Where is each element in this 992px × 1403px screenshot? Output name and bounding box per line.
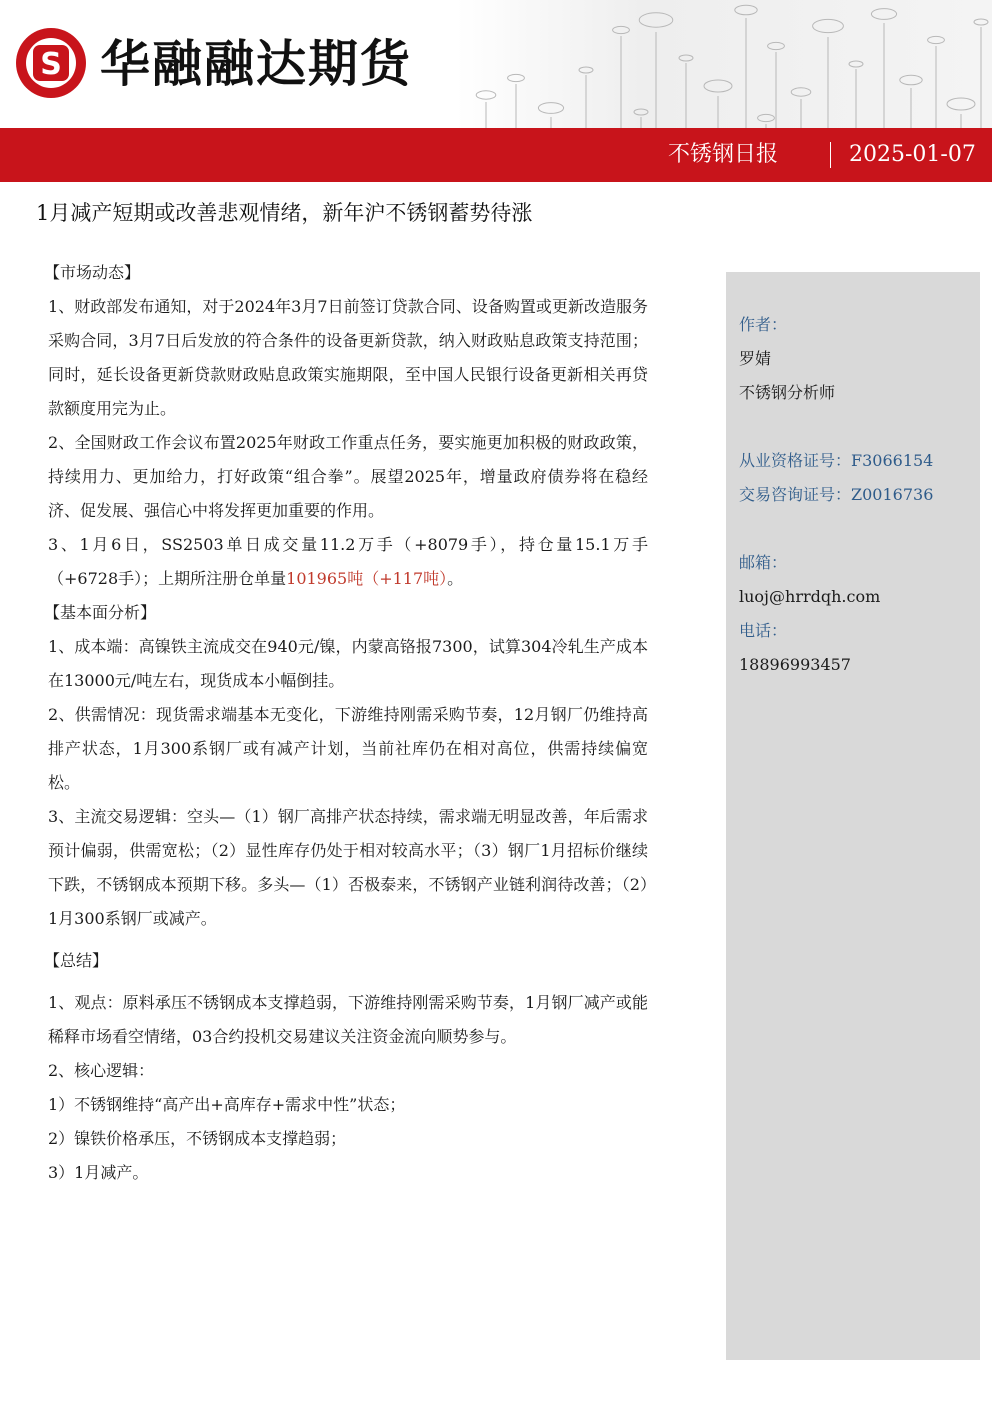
market-item-3-text: 3、1月6日，SS2503单日成交量11.2万手（+8079手），持仓量15.1万手（+6728手）；上期所注册仓单量 xyxy=(48,535,648,588)
report-header xyxy=(0,0,992,182)
summary-item-2: 2、核心逻辑： xyxy=(48,1061,155,1080)
fundamental-section-title: 【基本面分析】 xyxy=(44,603,157,622)
phone-label: 电话： xyxy=(739,621,788,640)
band-divider xyxy=(830,142,831,168)
summary-item-5: 3）1月减产。 xyxy=(48,1163,149,1182)
market-section-title: 【市场动态】 xyxy=(44,263,141,282)
fundamental-item-2: 2、供需情况：现货需求端基本无变化，下游维持刚需采购节奏，12月钢厂仍维持高排产状态，1月300系钢厂或有减产计划，当前社库仍在相对高位，供需持续偏宽松。 xyxy=(48,705,648,792)
phone-number: 18896993457 xyxy=(739,655,851,674)
fundamental-item-1: 1、成本端：高镍铁主流成交在940元/镍，内蒙高铬报7300，试算304冷轧生产成本在13000元/吨左右，现货成本小幅倒挂。 xyxy=(48,637,648,690)
market-item-1: 1、财政部发布通知，对于2024年3月7日前签订贷款合同、设备购置或更新改造服务采购合同，3月7日后发放的符合条件的设备更新贷款，纳入财政贴息政策支持范围；同时，延长设备更新贷款财政贴息政策实施期限，至中国人民银行设备更新相关再贷款额度用完为止。 xyxy=(48,297,648,418)
email-label: 邮箱： xyxy=(739,553,788,572)
market-item-2: 2、全国财政工作会议布置2025年财政工作重点任务，要实施更加积极的财政政策，持续用力、更加给力，打好政策“组合拳”。展望2025年，增量政府债券将在稳经济、促发展、强信心中将发挥更加重要的作用。 xyxy=(48,433,648,520)
summary-section-title: 【总结】 xyxy=(44,951,109,970)
email-address[interactable]: luoj@hrrdqh.com xyxy=(739,587,881,606)
author-title: 不锈钢分析师 xyxy=(739,383,836,402)
report-body xyxy=(44,256,648,1190)
author-sidebar xyxy=(726,272,980,1360)
warehouse-receipt-highlight: 101965吨（+117吨） xyxy=(286,569,448,588)
logo-letter: S xyxy=(40,47,62,82)
summary-item-1: 1、观点：原料承压不锈钢成本支撑趋弱，下游维持刚需采购节奏，1月钢厂减产或能稀释市场看空情绪，03合约投机交易建议关注资金流向顺势参与。 xyxy=(48,993,648,1046)
report-date: 2025-01-07 xyxy=(849,142,976,167)
fundamental-item-3: 3、主流交易逻辑：空头—（1）钢厂高排产状态持续，需求端无明显改善，年后需求预计偏弱，供需宽松；（2）显性库存仍处于相对较高水平；（3）钢厂1月招标价继续下跌，不锈钢成本预期下移。多头—（1）否极泰来，不锈钢产业链利润待改善；（2）1月300系钢厂或减产。 xyxy=(48,807,648,928)
title-band xyxy=(0,128,992,182)
company-name: 华融融达期货 xyxy=(100,35,412,93)
author-name: 罗婧 xyxy=(739,349,772,368)
consulting-number: 交易咨询证号：Z0016736 xyxy=(739,485,934,504)
market-item-3 xyxy=(48,528,648,596)
report-headline: 1月减产短期或改善悲观情绪，新年沪不锈钢蓄势待涨 xyxy=(36,201,533,225)
report-type: 不锈钢日报 xyxy=(668,142,779,167)
header-decoration xyxy=(456,0,992,128)
market-item-3-end: 。 xyxy=(447,569,464,588)
summary-item-3: 1）不锈钢维持“高产出+高库存+需求中性”状态； xyxy=(48,1095,406,1114)
author-label: 作者： xyxy=(739,315,788,334)
company-logo-icon xyxy=(14,26,88,100)
summary-item-4: 2）镍铁价格承压，不锈钢成本支撑趋弱； xyxy=(48,1129,347,1148)
qualification-number: 从业资格证号：F3066154 xyxy=(739,451,934,470)
